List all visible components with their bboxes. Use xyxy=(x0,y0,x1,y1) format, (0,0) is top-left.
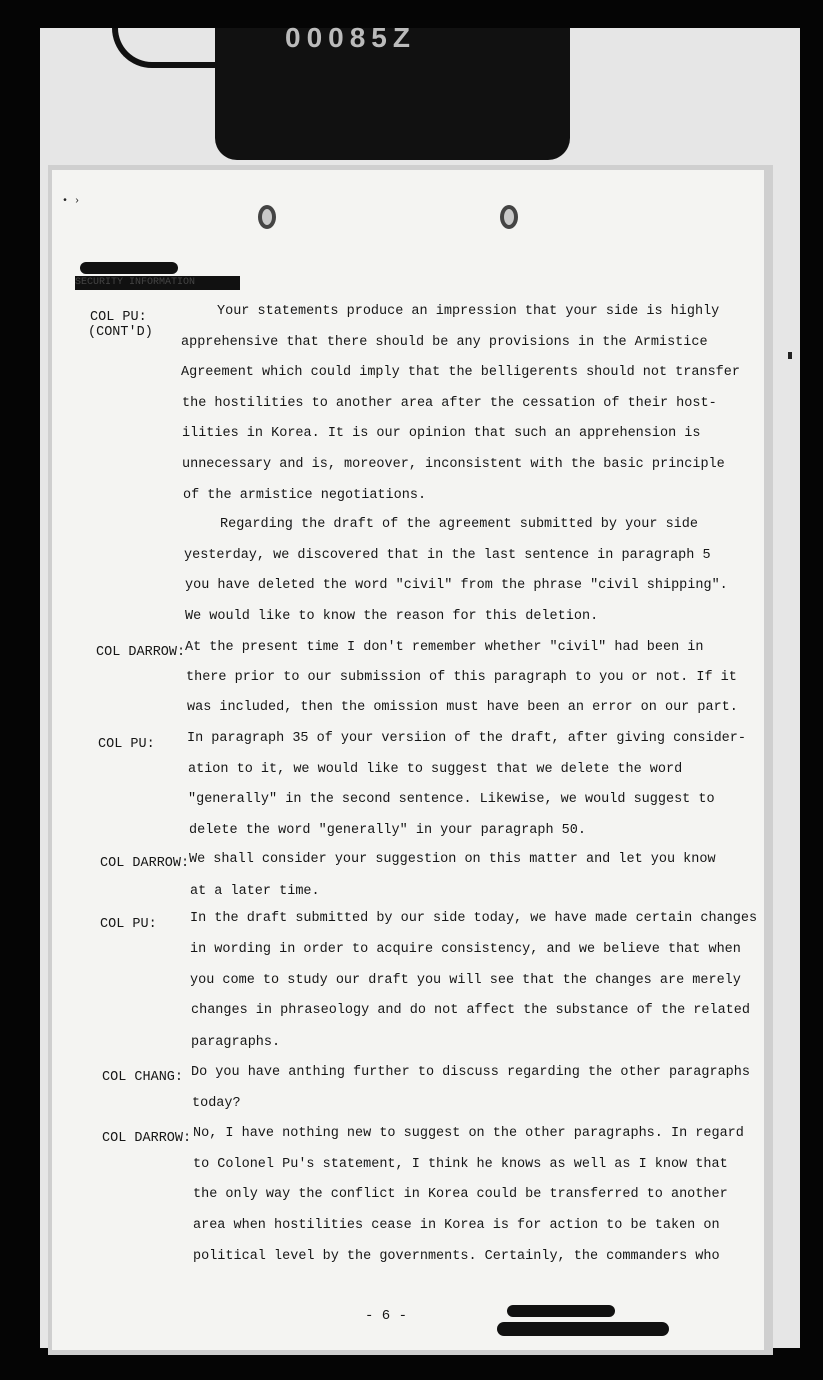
speaker-label: COL DARROW: xyxy=(102,1131,192,1146)
punch-hole-icon xyxy=(500,205,518,229)
text-line: changes in phraseology and do not affect the substance of the related xyxy=(191,1003,750,1018)
text-line: We shall consider your suggestion on this matter and let you know xyxy=(189,852,716,867)
text-line: at a later time. xyxy=(190,884,320,899)
classification-label: SECURITY INFORMATION xyxy=(75,276,240,290)
speaker-label: (CONT'D) xyxy=(88,325,153,340)
text-line: yesterday, we discovered that in the last sentence in paragraph 5 xyxy=(184,548,711,563)
redaction-bar xyxy=(497,1322,669,1336)
speaker-label: COL PU: xyxy=(100,917,157,932)
text-line: No, I have nothing new to suggest on the other paragraphs. In regard xyxy=(193,1126,744,1141)
text-line: to Colonel Pu's statement, I think he knows as well as I know that xyxy=(193,1157,728,1172)
text-line: unnecessary and is, moreover, inconsistent with the basic principle xyxy=(182,457,725,472)
punch-hole-icon xyxy=(258,205,276,229)
speaker-label: COL PU: xyxy=(98,737,155,752)
text-line: Agreement which could imply that the belligerents should not transfer xyxy=(181,365,740,380)
speaker-label: COL DARROW: xyxy=(100,856,190,871)
text-line: ation to it, we would like to suggest that we delete the word xyxy=(188,762,683,777)
text-line: Regarding the draft of the agreement submitted by your side xyxy=(220,517,698,532)
redaction-bar xyxy=(507,1305,615,1317)
text-line: ilities in Korea. It is our opinion that such an apprehension is xyxy=(182,426,701,441)
text-line: We would like to know the reason for this deletion. xyxy=(185,609,599,624)
margin-marks: • › xyxy=(62,196,81,207)
speaker-label: COL PU: xyxy=(90,310,147,325)
text-line: area when hostilities cease in Korea is for action to be taken on xyxy=(193,1218,720,1233)
text-line: In paragraph 35 of your versiion of the draft, after giving consider- xyxy=(187,731,746,746)
text-line: In the draft submitted by our side today, we have made certain changes xyxy=(190,911,758,926)
text-line: paragraphs. xyxy=(191,1035,281,1050)
speaker-label: COL DARROW: xyxy=(96,645,186,660)
text-line: in wording in order to acquire consistency, and we believe that when xyxy=(190,942,741,957)
text-line: Your statements produce an impression that your side is highly xyxy=(217,304,720,319)
text-line: the only way the conflict in Korea could be transferred to another xyxy=(193,1187,728,1202)
page-number: - 6 - xyxy=(365,1308,408,1324)
text-line: "generally" in the second sentence. Likewise, we would suggest to xyxy=(188,792,715,807)
clip-number: 00085Z xyxy=(285,22,416,53)
text-line: political level by the governments. Certainly, the commanders who xyxy=(193,1249,720,1264)
speaker-label: COL CHANG: xyxy=(102,1070,184,1085)
text-line: there prior to our submission of this paragraph to you or not. If it xyxy=(186,670,737,685)
text-line: delete the word "generally" in your paragraph 50. xyxy=(189,823,586,838)
text-line: Do you have anthing further to discuss regarding the other paragraphs xyxy=(191,1065,750,1080)
text-line: you have deleted the word "civil" from the phrase "civil shipping". xyxy=(185,578,728,593)
margin-dot xyxy=(788,352,792,359)
text-line: was included, then the omission must have been an error on our part. xyxy=(187,700,738,715)
text-line: At the present time I don't remember whether "civil" had been in xyxy=(185,640,704,655)
text-line: of the armistice negotiations. xyxy=(183,488,427,503)
text-line: you come to study our draft you will see that the changes are merely xyxy=(190,973,741,988)
text-line: the hostilities to another area after the cessation of their host- xyxy=(182,396,717,411)
text-line: apprehensive that there should be any provisions in the Armistice xyxy=(181,335,708,350)
redaction-bar xyxy=(80,262,178,274)
text-line: today? xyxy=(192,1096,241,1111)
